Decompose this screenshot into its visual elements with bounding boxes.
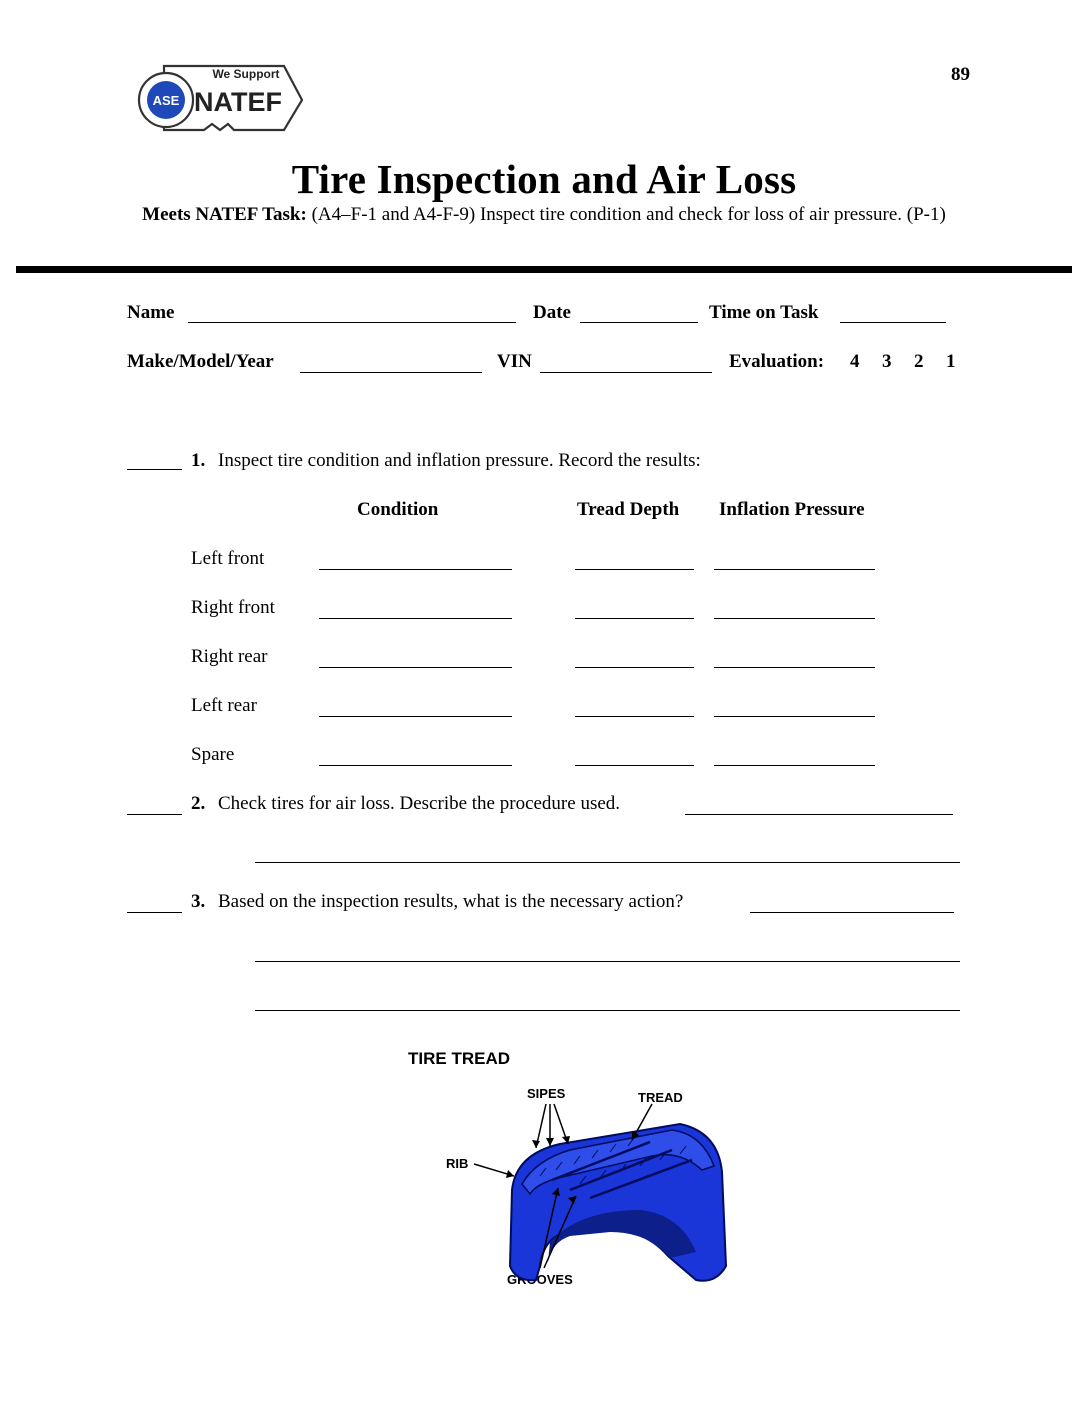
- header-divider: [16, 266, 1072, 273]
- figure-title: TIRE TREAD: [408, 1049, 510, 1068]
- row-label-left-rear: Left rear: [191, 695, 257, 716]
- spare-condition-field[interactable]: [319, 765, 512, 766]
- left-rear-tread-depth-field[interactable]: [575, 716, 694, 717]
- name-field[interactable]: [188, 322, 516, 323]
- evaluation-score-1[interactable]: 1: [946, 351, 956, 372]
- left-rear-inflation-field[interactable]: [714, 716, 875, 717]
- figure-label-sipes: SIPES: [527, 1086, 566, 1101]
- svg-text:NATEF: NATEF: [194, 87, 282, 117]
- svg-text:We Support: We Support: [212, 67, 280, 81]
- row-label-right-front: Right front: [191, 597, 275, 618]
- left-front-inflation-field[interactable]: [714, 569, 875, 570]
- row-label-spare: Spare: [191, 744, 235, 765]
- step2-answer-line-2[interactable]: [255, 862, 960, 863]
- task-description: [120, 202, 968, 228]
- step3-checkbox-line[interactable]: [127, 912, 182, 913]
- step2-answer-line-1[interactable]: [685, 814, 953, 815]
- step3-answer-line-3[interactable]: [255, 1010, 960, 1011]
- date-field[interactable]: [580, 322, 698, 323]
- step1-checkbox-line[interactable]: [127, 469, 182, 470]
- name-label: Name: [127, 302, 175, 323]
- right-rear-tread-depth-field[interactable]: [575, 667, 694, 668]
- left-front-tread-depth-field[interactable]: [575, 569, 694, 570]
- spare-tread-depth-field[interactable]: [575, 765, 694, 766]
- vin-label: VIN: [497, 351, 532, 372]
- task-text: (A4–F-1 and A4-F-9) Inspect tire condition and check for loss of air pressure. (P-1): [306, 204, 946, 225]
- page-number: 89: [951, 64, 970, 85]
- step2-checkbox-line[interactable]: [127, 814, 182, 815]
- vin-field[interactable]: [540, 372, 712, 373]
- step3-answer-line-2[interactable]: [255, 961, 960, 962]
- right-front-inflation-field[interactable]: [714, 618, 875, 619]
- right-rear-condition-field[interactable]: [319, 667, 512, 668]
- left-front-condition-field[interactable]: [319, 569, 512, 570]
- make-model-year-field[interactable]: [300, 372, 482, 373]
- page-title: Tire Inspection and Air Loss: [291, 156, 797, 202]
- svg-text:ASE: ASE: [152, 93, 180, 108]
- step2-text: Check tires for air loss. Describe the procedure used.: [218, 793, 621, 814]
- time-on-task-field[interactable]: [840, 322, 946, 323]
- make-model-year-label: Make/Model/Year: [127, 351, 274, 372]
- figure-label-tread: TREAD: [638, 1090, 683, 1105]
- date-label: Date: [533, 302, 571, 323]
- natef-logo-graphic: [134, 62, 306, 136]
- right-front-tread-depth-field[interactable]: [575, 618, 694, 619]
- step3-answer-line-1[interactable]: [750, 912, 954, 913]
- time-on-task-label: Time on Task: [709, 302, 819, 323]
- tire-tread-illustration: [440, 1080, 740, 1290]
- step3-number: 3.: [191, 891, 206, 912]
- task-label: Meets NATEF Task:: [142, 204, 307, 225]
- column-header-tread-depth: Tread Depth: [577, 499, 680, 520]
- row-label-right-rear: Right rear: [191, 646, 268, 667]
- right-rear-inflation-field[interactable]: [714, 667, 875, 668]
- left-rear-condition-field[interactable]: [319, 716, 512, 717]
- column-header-condition: Condition: [357, 499, 439, 520]
- figure-label-grooves: GROOVES: [507, 1272, 573, 1287]
- figure-label-rib: RIB: [446, 1156, 469, 1171]
- step1-number: 1.: [191, 450, 206, 471]
- column-header-inflation-pressure: Inflation Pressure: [719, 499, 865, 520]
- step1-text: Inspect tire condition and inflation pressure. Record the results:: [218, 450, 701, 471]
- spare-inflation-field[interactable]: [714, 765, 875, 766]
- evaluation-score-2[interactable]: 2: [914, 351, 924, 372]
- evaluation-score-4[interactable]: 4: [850, 351, 860, 372]
- step2-number: 2.: [191, 793, 206, 814]
- step3-text: Based on the inspection results, what is the necessary action?: [218, 891, 684, 912]
- right-front-condition-field[interactable]: [319, 618, 512, 619]
- natef-logo: [134, 62, 306, 136]
- evaluation-score-3[interactable]: 3: [882, 351, 892, 372]
- row-label-left-front: Left front: [191, 548, 265, 569]
- evaluation-label: Evaluation:: [729, 351, 825, 372]
